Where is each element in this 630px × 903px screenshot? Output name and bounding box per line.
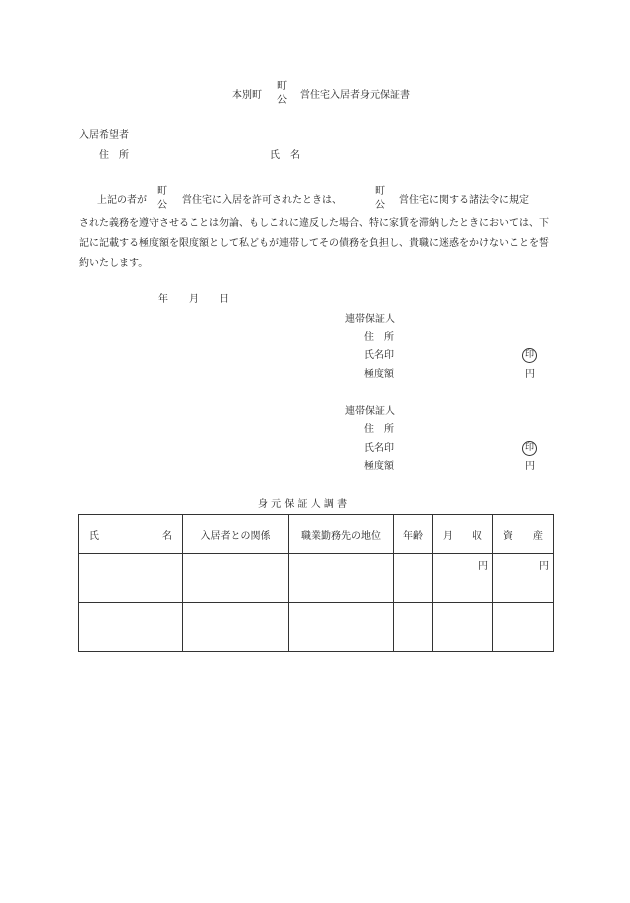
header-name — [79, 515, 183, 554]
statement-town-public-1 — [156, 187, 168, 211]
table-header-row — [79, 515, 554, 554]
statement-line3: 記に記載する極度額を限度額として私どもが連帯してその債務を負担し、貴職に迷惑をかけないことを誓 — [79, 238, 549, 249]
applicant-address-label: 住 所 — [99, 150, 129, 161]
guarantor1-yen: 円 — [525, 369, 535, 380]
table-row — [79, 603, 554, 652]
header-relation: 入居者との関係 — [183, 515, 289, 554]
guarantor2-yen: 円 — [525, 461, 535, 472]
cell-age — [394, 603, 433, 652]
table-row — [79, 554, 554, 603]
cell-relation — [183, 603, 289, 652]
survey-title: 身 元 保 証 人 調 書 — [258, 499, 348, 510]
header-name-right: 名 — [162, 530, 172, 542]
statement-line1-a: 上記の者が — [97, 195, 147, 206]
header-assets-right: 産 — [533, 530, 543, 542]
guarantor1-address-label: 住 所 — [364, 332, 394, 343]
statement-line1-b: 営住宅に入居を許可されたときは、 — [182, 195, 342, 206]
statement-line4: 約いたします。 — [79, 258, 149, 269]
cell-income — [433, 603, 493, 652]
title-town-public — [276, 82, 288, 106]
statement-public-1: 公 — [157, 200, 167, 211]
statement-line2: された義務を遵守させることは勿論、もしこれに違反した場合、特に家賃を滞納したときにおいては、下 — [79, 218, 549, 229]
statement-line1-c: 営住宅に関する諸法令に規定 — [399, 195, 529, 206]
guarantor2-name-label: 氏名印 — [364, 443, 394, 454]
applicant-heading: 入居希望者 — [79, 130, 129, 141]
cell-workplace — [289, 554, 394, 603]
date-day: 日 — [219, 294, 229, 305]
guarantor2-seal-icon: 印 — [522, 441, 537, 456]
date-year: 年 — [158, 294, 168, 305]
guarantor1-name-label: 氏名印 — [364, 350, 394, 361]
header-income-right: 収 — [472, 530, 482, 542]
cell-name — [79, 603, 183, 652]
guarantor2-address-label: 住 所 — [364, 424, 394, 435]
guarantor2-heading: 連帯保証人 — [345, 406, 395, 417]
guarantor-survey-table — [78, 514, 554, 652]
cell-relation — [183, 554, 289, 603]
statement-town-public-2 — [374, 187, 386, 211]
header-income-left: 月 — [443, 530, 453, 542]
guarantor1-limit-label: 極度額 — [364, 369, 394, 380]
title-prefix: 本別町 — [232, 90, 262, 101]
title-town: 町 — [277, 81, 287, 92]
page-title: 営住宅入居者身元保証書 — [300, 90, 410, 101]
cell-assets — [493, 554, 554, 603]
header-income — [433, 515, 493, 554]
cell-workplace — [289, 603, 394, 652]
applicant-name-label: 氏 名 — [270, 150, 300, 161]
assets-yen: 円 — [539, 561, 549, 572]
income-yen: 円 — [478, 561, 488, 572]
cell-age — [394, 554, 433, 603]
guarantor2-limit-label: 極度額 — [364, 461, 394, 472]
header-age: 年齢 — [394, 515, 433, 554]
header-name-left: 氏 — [89, 530, 99, 542]
header-assets-left: 資 — [503, 530, 513, 542]
date-month: 月 — [189, 294, 199, 305]
header-workplace: 職業勤務先の地位 — [289, 515, 394, 554]
cell-income — [433, 554, 493, 603]
header-assets — [493, 515, 554, 554]
guarantor1-heading: 連帯保証人 — [345, 314, 395, 325]
title-public: 公 — [277, 95, 287, 106]
statement-town-1: 町 — [157, 186, 167, 197]
statement-public-2: 公 — [375, 200, 385, 211]
cell-name — [79, 554, 183, 603]
cell-assets — [493, 603, 554, 652]
statement-town-2: 町 — [375, 186, 385, 197]
guarantor1-seal-icon: 印 — [522, 348, 537, 363]
